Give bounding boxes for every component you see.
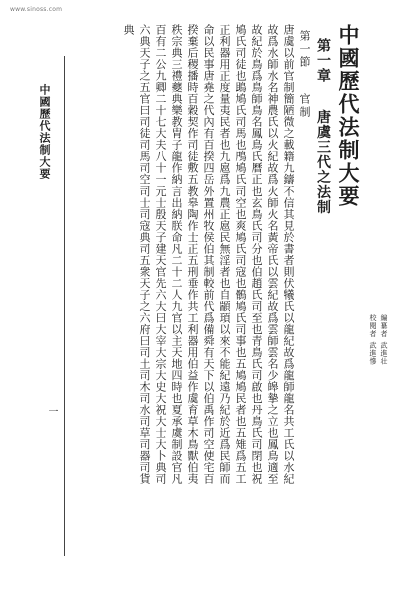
- compiler-role: 編纂者: [380, 314, 388, 338]
- book-title: 中國歷代法制大要: [336, 24, 361, 208]
- compiler-credit: [379, 314, 388, 365]
- chapter-name: 唐虞三代之法制: [315, 109, 331, 215]
- section-number: 第一節: [298, 30, 311, 69]
- section-heading: [296, 30, 312, 584]
- editor-role: 校閱者: [369, 314, 377, 338]
- byline: [368, 314, 388, 365]
- page-content: [84, 24, 362, 584]
- book-page: [30, 14, 400, 594]
- compiler-name: 武進壮: [380, 341, 388, 366]
- watermark: www.sinoss.com: [10, 6, 63, 13]
- chapter-heading: [312, 38, 334, 584]
- running-title: 中國歷代法制大要: [38, 84, 51, 180]
- page-number: 一: [46, 406, 57, 416]
- margin-rule: [64, 56, 65, 556]
- body-paragraph: 唐虞以前官制簡陋微之載籍九鑄不信其見於書者則伏犧氏以龍紀故爲龍師龍名共工氏以水紀故爲水師水名神農氏以火紀故爲火師火名黃帝氏以雲紀故爲雲師雲名少皞摯之立也鳳鳥適至故紀於鳥爲鳥師鳥名鳳鳥氏曆正也玄鳥氏司分也伯趙氏司至也青鳥氏司啟也丹鳥氏司閉也祝鳩氏司徒也鴡鳩氏司馬也鳲鳩氏司空也爽鳩氏司寇也鶻鳩氏司事也五鳩鳩民者也五雉爲五工正利器用正度量夷民者也九扈爲九農正扈民無淫者也自顓頊以來不能紀遠乃紀於近爲民師而命以民事唐堯之代內有百揆四岳外置州牧侯伯其制較前代爲備舜有天下以伯禹作司空使宅百揆棄后稷播時百穀契作司徒敷五教皋陶作士正五刑垂作共工利器用伯益作虞育草木鳥獸伯夷秩宗典三禮夔典樂教胄子龍作納言出納朕命凡二十二人九官以主天地四時也夏承虞制設官凡百有二公九卿二十七大夫八十一元士殷天子建天官先六大曰大宰大宗大史大祝大士大卜典司六典天子之五官曰司徒司馬司空司士司寇典司五衆天子之六府曰司土司木司水司草司器司貨典: [122, 24, 295, 484]
- section-name: 官制: [298, 93, 311, 119]
- editor-name: 武進慘: [369, 341, 377, 366]
- editor-credit: [368, 314, 377, 365]
- chapter-number: 第一章: [315, 38, 331, 83]
